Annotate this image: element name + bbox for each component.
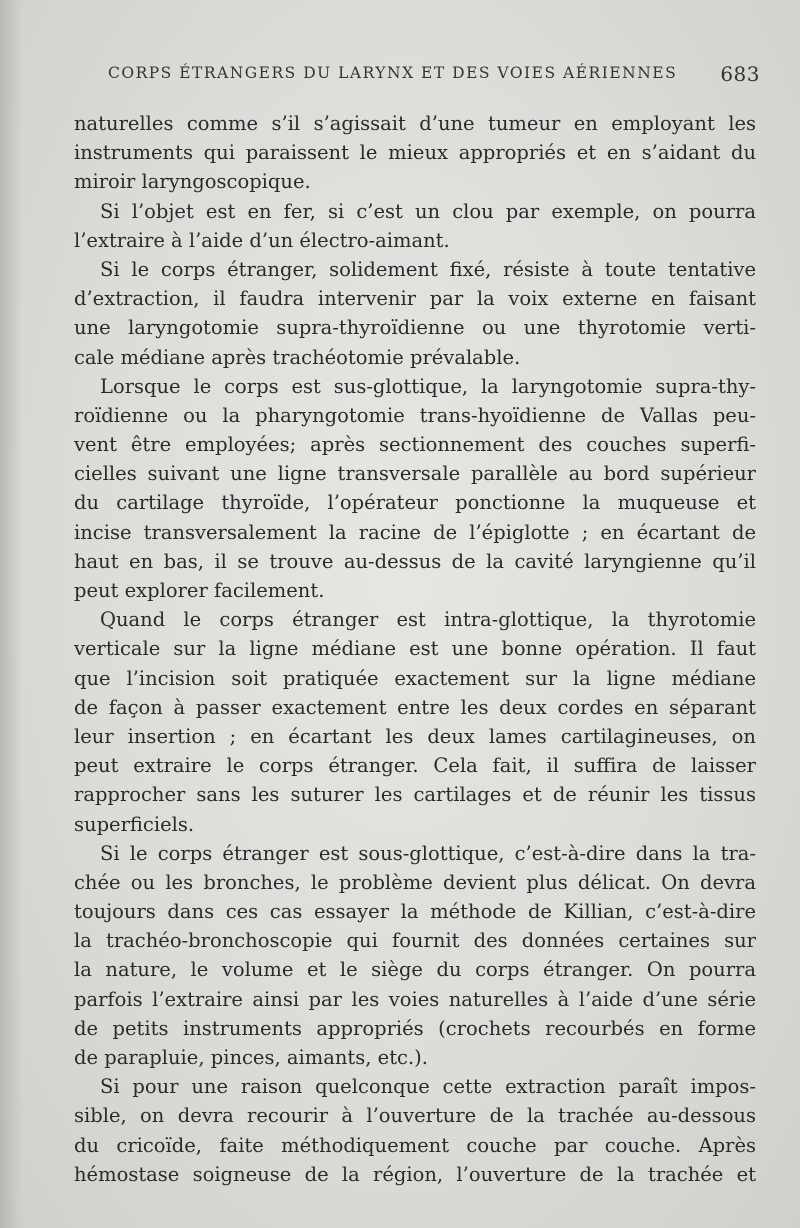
text-line: la trachéo-bronchoscopie qui fournit des données certaines sur xyxy=(74,929,756,953)
text-line: miroir laryngoscopique. xyxy=(74,170,311,194)
text-line: Si pour une raison quelconque cette extraction paraît impos- xyxy=(100,1075,756,1099)
text-line: hémostase soigneuse de la région, l’ouverture de la trachée et xyxy=(74,1162,756,1186)
page-header xyxy=(108,64,760,94)
text-line: superficiels. xyxy=(74,812,195,836)
text-line: de parapluie, pinces, aimants, etc.). xyxy=(74,1046,428,1069)
text-line: Si le corps étranger est sous-glottique, c’est-à-dire dans la tra- xyxy=(100,841,756,865)
text-line: vent être employées; après sectionnement des couches superfi- xyxy=(74,433,756,457)
text-line: du cartilage thyroïde, l’opérateur ponctionne la muqueuse et xyxy=(74,491,756,515)
text-line: peut extraire le corps étranger. Cela fait, il suffira de laisser xyxy=(74,754,756,778)
text-line: toujours dans ces cas essayer la méthode de Killian, c’est-à-dire xyxy=(74,900,756,924)
text-line: instruments qui paraissent le mieux appropriés et en s’aidant du xyxy=(74,141,756,165)
text-line: roïdienne ou la pharyngotomie trans-hyoïdienne de Vallas peu- xyxy=(74,403,756,427)
text-line: l’extraire à l’aide d’un électro-aimant. xyxy=(74,228,450,252)
text-line: de façon à passer exactement entre les deux cordes en séparant xyxy=(74,695,756,719)
text-line: sible, on devra recourir à l’ouverture de la trachée au-dessous xyxy=(74,1104,756,1128)
text-line: parfois l’extraire ainsi par les voies naturelles à l’aide d’une série xyxy=(74,987,756,1011)
text-line: Quand le corps étranger est intra-glottique, la thyrotomie xyxy=(100,608,756,632)
text-line: que l’incision soit pratiquée exactement sur la ligne médiane xyxy=(74,666,756,690)
text-line: verticale sur la ligne médiane est une bonne opération. Il faut xyxy=(74,637,756,661)
text-line: la nature, le volume et le siège du corps étranger. On pourra xyxy=(74,958,756,982)
page-number: 683 xyxy=(720,62,760,86)
text-line: naturelles comme s’il s’agissait d’une tumeur en employant les xyxy=(74,112,756,135)
text-line: du cricoïde, faite méthodiquement couche par couche. Après xyxy=(74,1133,756,1157)
text-line: chée ou les bronches, le problème devient plus délicat. On devra xyxy=(74,870,756,894)
body-text xyxy=(74,109,756,1189)
text-line: Si l’objet est en fer, si c’est un clou par exemple, on pourra xyxy=(100,199,756,223)
text-line: Lorsque le corps est sus-glottique, la laryngotomie supra-thy- xyxy=(100,374,756,398)
text-line: rapprocher sans les suturer les cartilages et de réunir les tissus xyxy=(74,783,756,807)
text-line: cielles suivant une ligne transversale parallèle au bord supérieur xyxy=(74,462,756,486)
running-head: CORPS ÉTRANGERS DU LARYNX ET DES VOIES AÉRIENNES xyxy=(108,64,678,82)
text-line: incise transversalement la racine de l’épiglotte ; en écartant de xyxy=(74,520,756,544)
text-line: haut en bas, il se trouve au-dessus de la cavité laryngienne qu’il xyxy=(74,549,756,573)
text-line: une laryngotomie supra-thyroïdienne ou une thyrotomie verti- xyxy=(74,316,756,340)
text-line: Si le corps étranger, solidement fixé, résiste à toute tentative xyxy=(100,257,756,281)
text-line: cale médiane après trachéotomie prévalable. xyxy=(74,345,521,369)
binding-shadow xyxy=(0,0,22,1228)
text-line: leur insertion ; en écartant les deux lames cartilagineuses, on xyxy=(74,724,756,748)
text-line: de petits instruments appropriés (crochets recourbés en forme xyxy=(74,1016,756,1040)
text-line: peut explorer facilement. xyxy=(74,579,325,602)
text-line: d’extraction, il faudra intervenir par la voix externe en faisant xyxy=(74,287,756,311)
